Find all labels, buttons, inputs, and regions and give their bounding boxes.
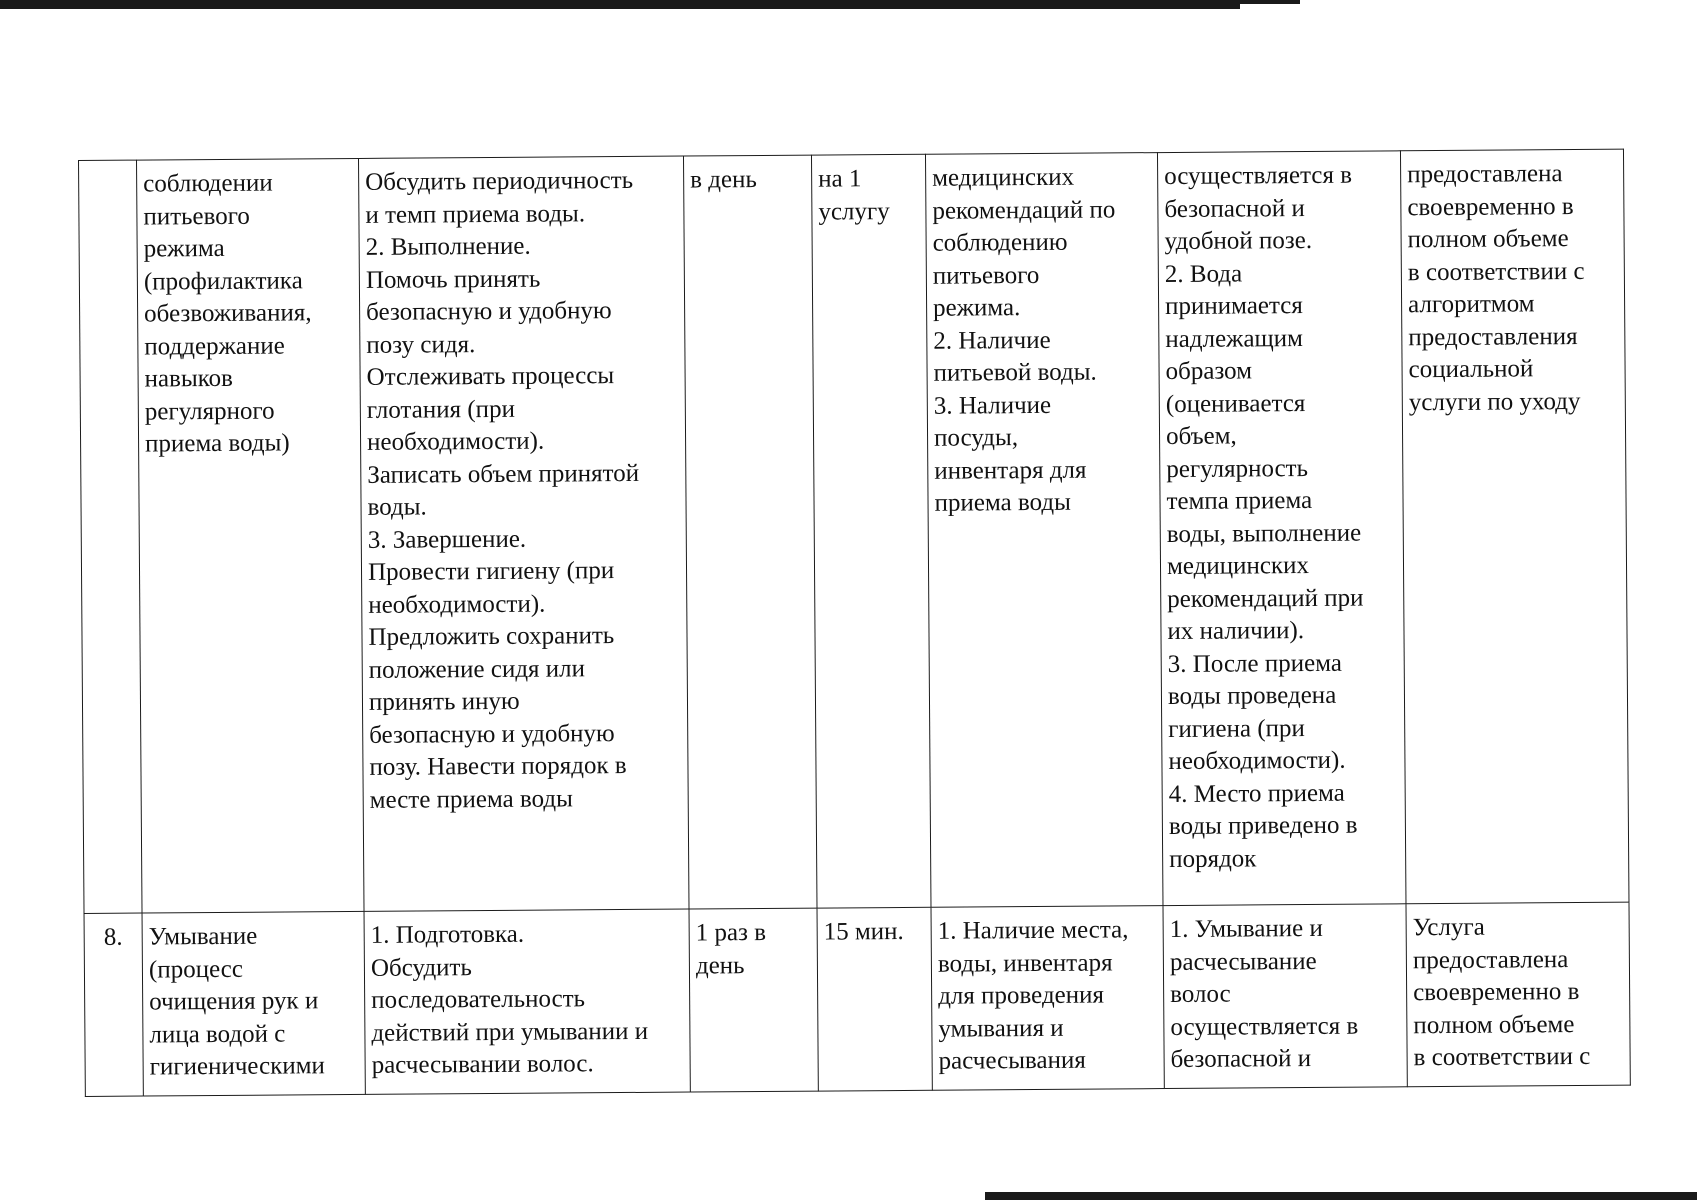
cell-number: 8. xyxy=(84,913,143,1096)
scan-edge-top xyxy=(0,0,1240,9)
cell-conditions: 1. Наличие места, воды, инвентаря для проведения умывания и расчесывания xyxy=(931,906,1164,1091)
cell-duration: на 1 услугу xyxy=(811,154,931,908)
cell-description: 1. Подготовка. Обсудить последовательность действий при умывании и расчесывании волос. xyxy=(364,909,690,1094)
cell-frequency: 1 раз в день xyxy=(689,908,818,1092)
table-row xyxy=(84,902,1630,1096)
cell-quality: осуществляется в безопасной и удобной позе. 2. Вода принимается надлежащим образом (оценивается объем, регулярность темпа приема воды, выполнение медицинских рекомендаций при их наличии). 3. После приема воды проведена гигиена (при необходимости). 4. Место приема воды приведено в порядок xyxy=(1157,151,1406,906)
cell-description: Обсудить периодичность и темп приема воды. 2. Выполнение. Помочь принять безопасную и удобную позу сидя. Отслеживать процессы глотания (при необходимости). Записать объем принятой воды. 3. Завершение. Провести гигиену (при необходимости). Предложить сохранить положение сидя или принять иную безопасную и удобную позу. Навести порядок в месте приема воды xyxy=(358,156,689,911)
cell-service-name: Умывание (процесс очищения рук и лица водой с гигиеническими xyxy=(142,911,365,1096)
cell-evaluation: Услуга предоставлена своевременно в полном объеме в соответствии с xyxy=(1406,902,1630,1087)
cell-duration: 15 мин. xyxy=(817,907,932,1091)
scan-edge-bottom xyxy=(985,1192,1697,1200)
cell-quality: 1. Умывание и расчесывание волос осуществляется в безопасной и xyxy=(1163,904,1407,1089)
cell-conditions: медицинских рекомендаций по соблюдению питьевого режима. 2. Наличие питьевой воды. 3. Наличие посуды, инвентаря для приема воды xyxy=(925,153,1163,908)
cell-number xyxy=(79,160,143,913)
table-row xyxy=(79,149,1629,913)
cell-service-name: соблюдении питьевого режима (профилактика обезвоживания, поддержание навыков регулярного приема воды) xyxy=(137,158,365,913)
services-table xyxy=(78,149,1631,1097)
cell-frequency: в день xyxy=(683,155,817,909)
cell-evaluation: предоставлена своевременно в полном объеме в соответствии с алгоритмом предоставления социальной услуги по уходу xyxy=(1400,149,1629,904)
